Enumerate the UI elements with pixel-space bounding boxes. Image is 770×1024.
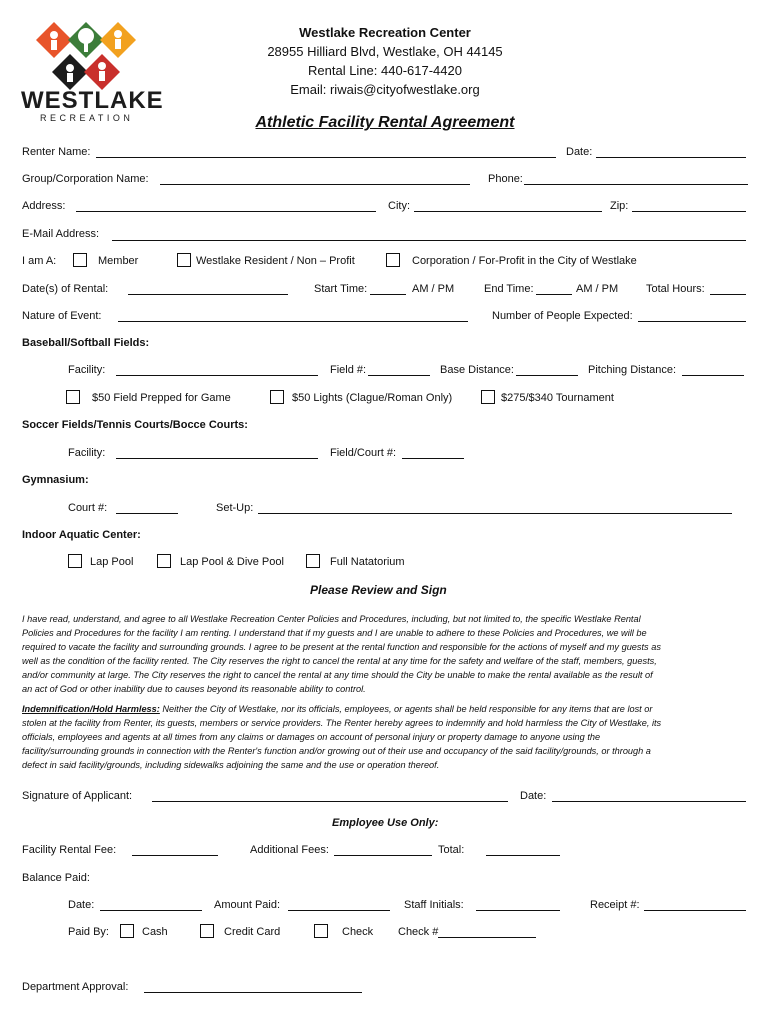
group-field[interactable] xyxy=(160,184,470,185)
tournament-label: $275/$340 Tournament xyxy=(501,392,614,404)
rental-line: Rental Line: 440-617-4420 xyxy=(308,63,462,78)
email-label: E-Mail Address: xyxy=(22,228,100,240)
member-checkbox[interactable] xyxy=(73,253,87,267)
form-title: Athletic Facility Rental Agreement xyxy=(255,114,515,131)
cash-label: Cash xyxy=(142,926,168,938)
lap-dive-pool-label: Lap Pool & Dive Pool xyxy=(180,556,284,568)
paid-by-label: Paid By: xyxy=(68,926,109,938)
aquatic-heading: Indoor Aquatic Center: xyxy=(22,529,141,541)
soccer-facility-field[interactable] xyxy=(116,458,318,459)
indemnification-lead: Indemnification/Hold Harmless: xyxy=(22,704,160,714)
org-address: 28955 Hilliard Blvd, Westlake, OH 44145 xyxy=(267,44,503,59)
renter-name-field[interactable] xyxy=(96,157,556,158)
field-court-label: Field/Court #: xyxy=(330,447,397,459)
pitching-distance-field[interactable] xyxy=(682,375,744,376)
employee-date-label: Date: xyxy=(68,899,95,911)
logo-icons xyxy=(18,18,158,98)
check-checkbox[interactable] xyxy=(314,924,328,938)
department-approval-field[interactable] xyxy=(144,992,362,993)
staff-initials-field[interactable] xyxy=(476,910,560,911)
policy-line: Policies and Procedures for the facility I am renting. I understand that if my guests and I are unable to adhere to these Policies and Procedures, we will be xyxy=(22,628,647,638)
westlake-logo xyxy=(18,18,164,128)
field-prepped-label: $50 Field Prepped for Game xyxy=(92,392,231,404)
amount-paid-label: Amount Paid: xyxy=(214,899,281,911)
total-hours-label: Total Hours: xyxy=(646,283,705,295)
policy-paragraph xyxy=(22,612,750,696)
additional-fees-label: Additional Fees: xyxy=(250,844,329,856)
people-field[interactable] xyxy=(638,321,746,322)
additional-fees-field[interactable] xyxy=(334,855,432,856)
date-label: Date: xyxy=(566,146,593,158)
org-email: Email: riwais@cityofwestlake.org xyxy=(290,82,480,97)
pitching-distance-label: Pitching Distance: xyxy=(588,364,677,376)
zip-field[interactable] xyxy=(632,211,746,212)
court-label: Court #: xyxy=(68,502,108,514)
rental-fee-field[interactable] xyxy=(132,855,218,856)
tournament-checkbox[interactable] xyxy=(481,390,495,404)
credit-card-checkbox[interactable] xyxy=(200,924,214,938)
signature-date-field[interactable] xyxy=(552,801,746,802)
lap-pool-checkbox[interactable] xyxy=(68,554,82,568)
field-number-label: Field #: xyxy=(330,364,367,376)
signature-date-label: Date: xyxy=(520,790,547,802)
base-distance-field[interactable] xyxy=(516,375,578,376)
baseball-facility-label: Facility: xyxy=(68,364,106,376)
lights-label: $50 Lights (Clague/Roman Only) xyxy=(292,392,453,404)
start-time-label: Start Time: xyxy=(314,283,368,295)
check-label: Check xyxy=(342,926,374,938)
amount-paid-field[interactable] xyxy=(288,910,390,911)
dates-rental-field[interactable] xyxy=(128,294,288,295)
balance-paid-label: Balance Paid: xyxy=(22,872,90,884)
policy-line: and/or community at large. The City reserves the right to cancel the rental at any time should the City be unable to make the rental available as the result of xyxy=(22,670,653,680)
lap-dive-pool-checkbox[interactable] xyxy=(157,554,171,568)
check-number-label: Check # xyxy=(398,926,439,938)
date-field[interactable] xyxy=(596,157,746,158)
end-am-pm: AM / PM xyxy=(576,283,619,295)
setup-field[interactable] xyxy=(258,513,732,514)
field-prepped-checkbox[interactable] xyxy=(66,390,80,404)
indemnification-line: defect in said facility/grounds, including sidewalks adjoining the same and the use or operation thereof. xyxy=(22,760,440,770)
nature-field[interactable] xyxy=(118,321,468,322)
full-natatorium-checkbox[interactable] xyxy=(306,554,320,568)
baseball-heading: Baseball/Softball Fields: xyxy=(22,337,150,349)
indemnification-line: facility/surrounding grounds in connection with the Renter's function and/or growing out of their use and occupancy of the said facility/grounds, or through a xyxy=(22,746,651,756)
review-heading: Please Review and Sign xyxy=(310,583,447,597)
gym-heading: Gymnasium: xyxy=(22,474,89,486)
renter-name-label: Renter Name: xyxy=(22,146,91,158)
indemnification-line: stolen at the facility from Renter, its guests, members or service providers. The Renter hereby agrees to indemnify and hold harmless the City of Westlake, its xyxy=(22,718,662,728)
lap-pool-label: Lap Pool xyxy=(90,556,134,568)
corporation-checkbox[interactable] xyxy=(386,253,400,267)
i-am-a-label: I am A: xyxy=(22,255,57,267)
field-court-field[interactable] xyxy=(402,458,464,459)
full-natatorium-label: Full Natatorium xyxy=(330,556,405,568)
lights-checkbox[interactable] xyxy=(270,390,284,404)
check-number-field[interactable] xyxy=(438,937,536,938)
phone-field[interactable] xyxy=(524,184,748,185)
indemnification-first-line xyxy=(22,702,750,716)
total-label: Total: xyxy=(438,844,465,856)
indemnification-paragraph xyxy=(22,702,750,772)
end-time-label: End Time: xyxy=(484,283,534,295)
staff-initials-label: Staff Initials: xyxy=(404,899,464,911)
logo-word-recreation: RECREATION xyxy=(40,113,134,123)
court-field[interactable] xyxy=(116,513,178,514)
address-field[interactable] xyxy=(76,211,376,212)
baseball-facility-field[interactable] xyxy=(116,375,318,376)
credit-card-label: Credit Card xyxy=(224,926,281,938)
rental-fee-label: Facility Rental Fee: xyxy=(22,844,117,856)
receipt-label: Receipt #: xyxy=(590,899,640,911)
zip-label: Zip: xyxy=(610,200,629,212)
employee-heading: Employee Use Only: xyxy=(332,817,439,829)
indemnification-text: Neither the City of Westlake, nor its officials, employees, or agents shall be held responsible for any items that are lost or xyxy=(159,704,653,714)
logo-word-westlake: WESTLAKE xyxy=(21,87,164,114)
base-distance-label: Base Distance: xyxy=(440,364,514,376)
soccer-facility-label: Facility: xyxy=(68,447,106,459)
policy-line: well as the condition of the facility rented. The City reserves the right to cancel the rental at any time for the safety and welfare of the staff, members, guests, xyxy=(22,656,657,666)
department-approval-label: Department Approval: xyxy=(22,981,129,993)
city-label: City: xyxy=(388,200,410,212)
soccer-heading: Soccer Fields/Tennis Courts/Bocce Courts: xyxy=(22,419,248,431)
setup-label: Set-Up: xyxy=(216,502,254,514)
signature-label: Signature of Applicant: xyxy=(22,790,133,802)
email-field[interactable] xyxy=(112,240,746,241)
dates-rental-label: Date(s) of Rental: xyxy=(22,283,109,295)
receipt-field[interactable] xyxy=(644,910,746,911)
employee-date-field[interactable] xyxy=(100,910,202,911)
member-label: Member xyxy=(98,255,139,267)
city-field[interactable] xyxy=(414,211,602,212)
corporation-label: Corporation / For-Profit in the City of Westlake xyxy=(412,255,637,267)
org-name: Westlake Recreation Center xyxy=(299,25,471,40)
policy-line: an act of God or other inability due to causes beyond its reasonable ability to control. xyxy=(22,684,366,694)
total-hours-field[interactable] xyxy=(710,294,746,295)
indemnification-line: officials, employees and agents at all times from any claims or damages on account of personal injury or property damage to anyone using the xyxy=(22,732,601,742)
phone-label: Phone: xyxy=(488,173,523,185)
end-time-field[interactable] xyxy=(536,294,572,295)
address-label: Address: xyxy=(22,200,66,212)
policy-line: I have read, understand, and agree to all Westlake Recreation Center Policies and Procedures, including, but not limited to, the specific Westlake Rental xyxy=(22,614,641,624)
cash-checkbox[interactable] xyxy=(120,924,134,938)
resident-label: Westlake Resident / Non – Profit xyxy=(196,255,355,267)
policy-line: required to vacate the facility and surrounding grounds. I agree to be present at the rental function and responsible for the actions of myself and my guests as xyxy=(22,642,661,652)
people-label: Number of People Expected: xyxy=(492,310,633,322)
signature-field[interactable] xyxy=(152,801,508,802)
field-number-field[interactable] xyxy=(368,375,430,376)
group-label: Group/Corporation Name: xyxy=(22,173,149,185)
resident-checkbox[interactable] xyxy=(177,253,191,267)
total-field[interactable] xyxy=(486,855,560,856)
start-am-pm: AM / PM xyxy=(412,283,455,295)
nature-label: Nature of Event: xyxy=(22,310,102,322)
start-time-field[interactable] xyxy=(370,294,406,295)
